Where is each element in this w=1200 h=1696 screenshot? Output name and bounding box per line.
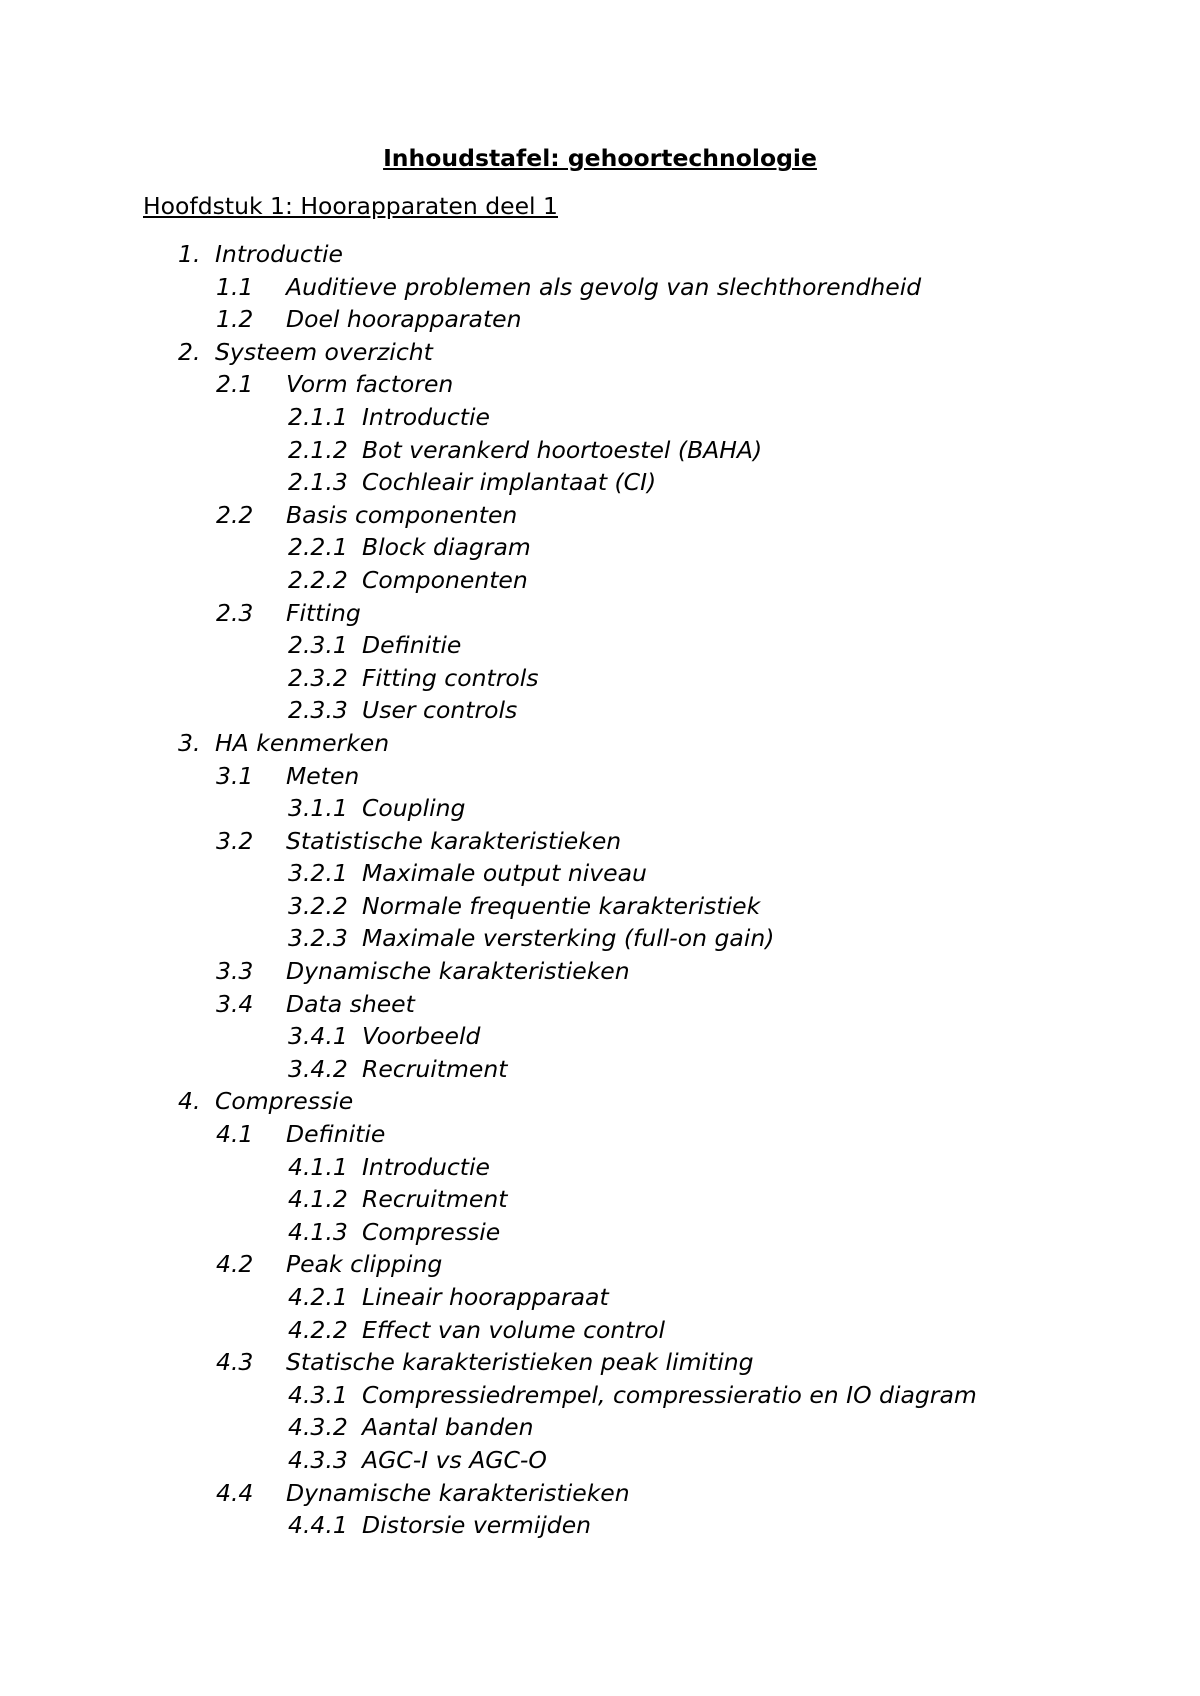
toc-entry-title: Dynamische karakteristieken bbox=[286, 1478, 630, 1507]
toc-entry bbox=[0, 922, 1200, 955]
toc-entry-title: Bot verankerd hoortoestel (BAHA) bbox=[362, 435, 763, 464]
toc-entry bbox=[0, 1281, 1200, 1314]
toc-entry-number: 3.3 bbox=[216, 957, 254, 986]
toc-entry-title: Compressiedrempel, compressieratio en IO diagram bbox=[362, 1380, 977, 1409]
toc-entry-number: 4.4.1 bbox=[288, 1511, 348, 1540]
toc-entry bbox=[0, 629, 1200, 662]
toc-entry-number: 4.3 bbox=[216, 1348, 254, 1377]
toc-entry-number: 4.3.2 bbox=[288, 1413, 348, 1442]
toc-entry bbox=[0, 303, 1200, 336]
toc-entry bbox=[0, 1053, 1200, 1086]
toc-entry-title: Compressie bbox=[215, 1087, 354, 1116]
toc-entry-number: 3.2 bbox=[216, 826, 254, 855]
toc-entry bbox=[0, 271, 1200, 304]
toc-entry-title: Block diagram bbox=[362, 533, 531, 562]
toc-entry bbox=[0, 1118, 1200, 1151]
toc-entry-number: 2.2 bbox=[216, 500, 254, 529]
toc-entry-number: 2.2.1 bbox=[288, 533, 348, 562]
toc-entry-number: 4.2.1 bbox=[288, 1283, 348, 1311]
toc-entry bbox=[0, 336, 1200, 369]
toc-entry-number: 3.4 bbox=[216, 989, 254, 1018]
toc-entry bbox=[0, 1216, 1200, 1249]
toc-entry-title: Lineair hoorapparaat bbox=[362, 1283, 609, 1311]
toc-entry-number: 3.4.2 bbox=[288, 1054, 348, 1083]
toc-entry-title: Recruitment bbox=[362, 1185, 508, 1214]
toc-entry-title: Meten bbox=[286, 761, 360, 790]
toc-entry-number: 4.1 bbox=[216, 1120, 254, 1149]
toc-entry-number: 3.1 bbox=[216, 761, 254, 790]
toc-entry-title: Doel hoorapparaten bbox=[286, 305, 522, 334]
toc-entry-title: Statistische karakteristieken bbox=[286, 826, 622, 855]
toc-entry bbox=[0, 988, 1200, 1021]
toc-entry bbox=[0, 1411, 1200, 1444]
document-title: Inhoudstafel: gehoortechnologie bbox=[383, 144, 817, 172]
toc-entry-title: Fitting controls bbox=[362, 663, 539, 692]
toc-entry-number: 4.1.1 bbox=[288, 1152, 348, 1181]
toc-entry bbox=[0, 597, 1200, 630]
toc-entry-title: Voorbeeld bbox=[362, 1022, 481, 1051]
toc-entry-title: Recruitment bbox=[362, 1054, 508, 1083]
toc-entry bbox=[0, 368, 1200, 401]
toc-entry bbox=[0, 238, 1200, 271]
toc-entry-number: 2.3 bbox=[216, 598, 254, 627]
toc-entry bbox=[0, 531, 1200, 564]
toc-entry-number: 2.1.2 bbox=[288, 435, 348, 464]
toc-entry-title: Vorm factoren bbox=[286, 370, 454, 399]
toc-entry-title: Peak clipping bbox=[286, 1250, 443, 1279]
toc-entry bbox=[0, 564, 1200, 597]
toc-entry bbox=[0, 1346, 1200, 1379]
toc-entry bbox=[0, 955, 1200, 988]
toc-entry-title: Data sheet bbox=[286, 989, 415, 1018]
toc-entry-title: AGC-I vs AGC-O bbox=[362, 1445, 547, 1474]
toc-entry bbox=[0, 1085, 1200, 1118]
toc-entry-number: 1.2 bbox=[216, 305, 254, 334]
toc-entry-title: Definitie bbox=[286, 1120, 386, 1149]
toc-entry-title: Dynamische karakteristieken bbox=[286, 957, 630, 986]
toc-entry-title: Fitting bbox=[286, 598, 361, 627]
toc-entry-title: Cochleair implantaat (CI) bbox=[362, 468, 657, 497]
toc-entry bbox=[0, 825, 1200, 858]
toc-entry bbox=[0, 1183, 1200, 1216]
toc-entry-number: 4.1.3 bbox=[288, 1217, 348, 1246]
toc-entry-number: 2.3.2 bbox=[288, 663, 348, 692]
toc-entry-title: HA kenmerken bbox=[215, 728, 390, 757]
toc-entry bbox=[0, 694, 1200, 727]
toc-entry-number: 4.2.2 bbox=[288, 1315, 348, 1344]
toc-entry-number: 2.1.3 bbox=[288, 468, 348, 497]
toc-entry-number: 2. bbox=[178, 337, 201, 366]
toc-entry bbox=[0, 499, 1200, 532]
toc-entry-number: 2.2.2 bbox=[288, 565, 348, 594]
toc-entry-title: Effect van volume control bbox=[362, 1315, 666, 1344]
toc-entry-title: Maximale versterking (full-on gain) bbox=[362, 924, 775, 953]
toc-entry-title: Statische karakteristieken peak limiting bbox=[286, 1348, 754, 1377]
toc-entry bbox=[0, 1379, 1200, 1412]
toc-entry-number: 4.2 bbox=[216, 1250, 254, 1279]
toc-entry-number: 3.2.2 bbox=[288, 891, 348, 920]
toc-entry bbox=[0, 466, 1200, 499]
toc-entry bbox=[0, 1248, 1200, 1281]
toc-entry-number: 3.2.3 bbox=[288, 924, 348, 953]
toc-entry bbox=[0, 1477, 1200, 1510]
toc-entry-title: Normale frequentie karakteristiek bbox=[362, 891, 761, 920]
toc-entry bbox=[0, 760, 1200, 793]
table-of-contents bbox=[0, 238, 1200, 1542]
toc-entry-number: 4.3.1 bbox=[288, 1380, 348, 1409]
toc-entry-title: Coupling bbox=[362, 794, 466, 823]
toc-entry-title: Introductie bbox=[215, 240, 344, 268]
toc-entry-number: 4.1.2 bbox=[288, 1185, 348, 1214]
toc-entry bbox=[0, 434, 1200, 467]
toc-entry-number: 1. bbox=[178, 240, 201, 268]
toc-entry-number: 4.4 bbox=[216, 1478, 254, 1507]
toc-entry-number: 4.3.3 bbox=[288, 1445, 348, 1474]
toc-entry-title: Compressie bbox=[362, 1217, 501, 1246]
toc-entry-number: 3. bbox=[178, 728, 201, 757]
toc-entry-number: 3.2.1 bbox=[288, 859, 348, 888]
toc-entry bbox=[0, 662, 1200, 695]
toc-entry-title: Componenten bbox=[362, 565, 528, 594]
toc-entry-number: 2.3.1 bbox=[288, 631, 348, 660]
toc-entry-title: Introductie bbox=[362, 1152, 491, 1181]
chapter-heading: Hoofdstuk 1: Hoorapparaten deel 1 bbox=[143, 192, 558, 220]
toc-entry-title: Basis componenten bbox=[286, 500, 518, 529]
toc-entry-number: 2.1.1 bbox=[288, 402, 348, 431]
toc-entry bbox=[0, 727, 1200, 760]
toc-entry-title: Aantal banden bbox=[362, 1413, 534, 1442]
toc-entry-title: Distorsie vermijden bbox=[362, 1511, 592, 1540]
toc-entry bbox=[0, 1444, 1200, 1477]
toc-entry-number: 4. bbox=[178, 1087, 201, 1116]
toc-entry-number: 2.1 bbox=[216, 370, 254, 399]
toc-entry bbox=[0, 1020, 1200, 1053]
toc-entry-title: User controls bbox=[362, 696, 518, 725]
toc-entry bbox=[0, 890, 1200, 923]
toc-entry-title: Maximale output niveau bbox=[362, 859, 647, 888]
toc-entry-number: 3.1.1 bbox=[288, 794, 348, 823]
toc-entry-title: Auditieve problemen als gevolg van slechthorendheid bbox=[286, 272, 922, 301]
toc-entry-number: 1.1 bbox=[216, 272, 254, 301]
toc-entry bbox=[0, 401, 1200, 434]
toc-entry-title: Introductie bbox=[362, 402, 491, 431]
toc-entry-number: 3.4.1 bbox=[288, 1022, 348, 1051]
toc-entry-title: Definitie bbox=[362, 631, 462, 660]
toc-entry bbox=[0, 1314, 1200, 1347]
toc-entry bbox=[0, 792, 1200, 825]
toc-entry bbox=[0, 1509, 1200, 1542]
toc-entry bbox=[0, 857, 1200, 890]
toc-entry bbox=[0, 1151, 1200, 1184]
toc-entry-number: 2.3.3 bbox=[288, 696, 348, 725]
toc-entry-title: Systeem overzicht bbox=[215, 337, 433, 366]
